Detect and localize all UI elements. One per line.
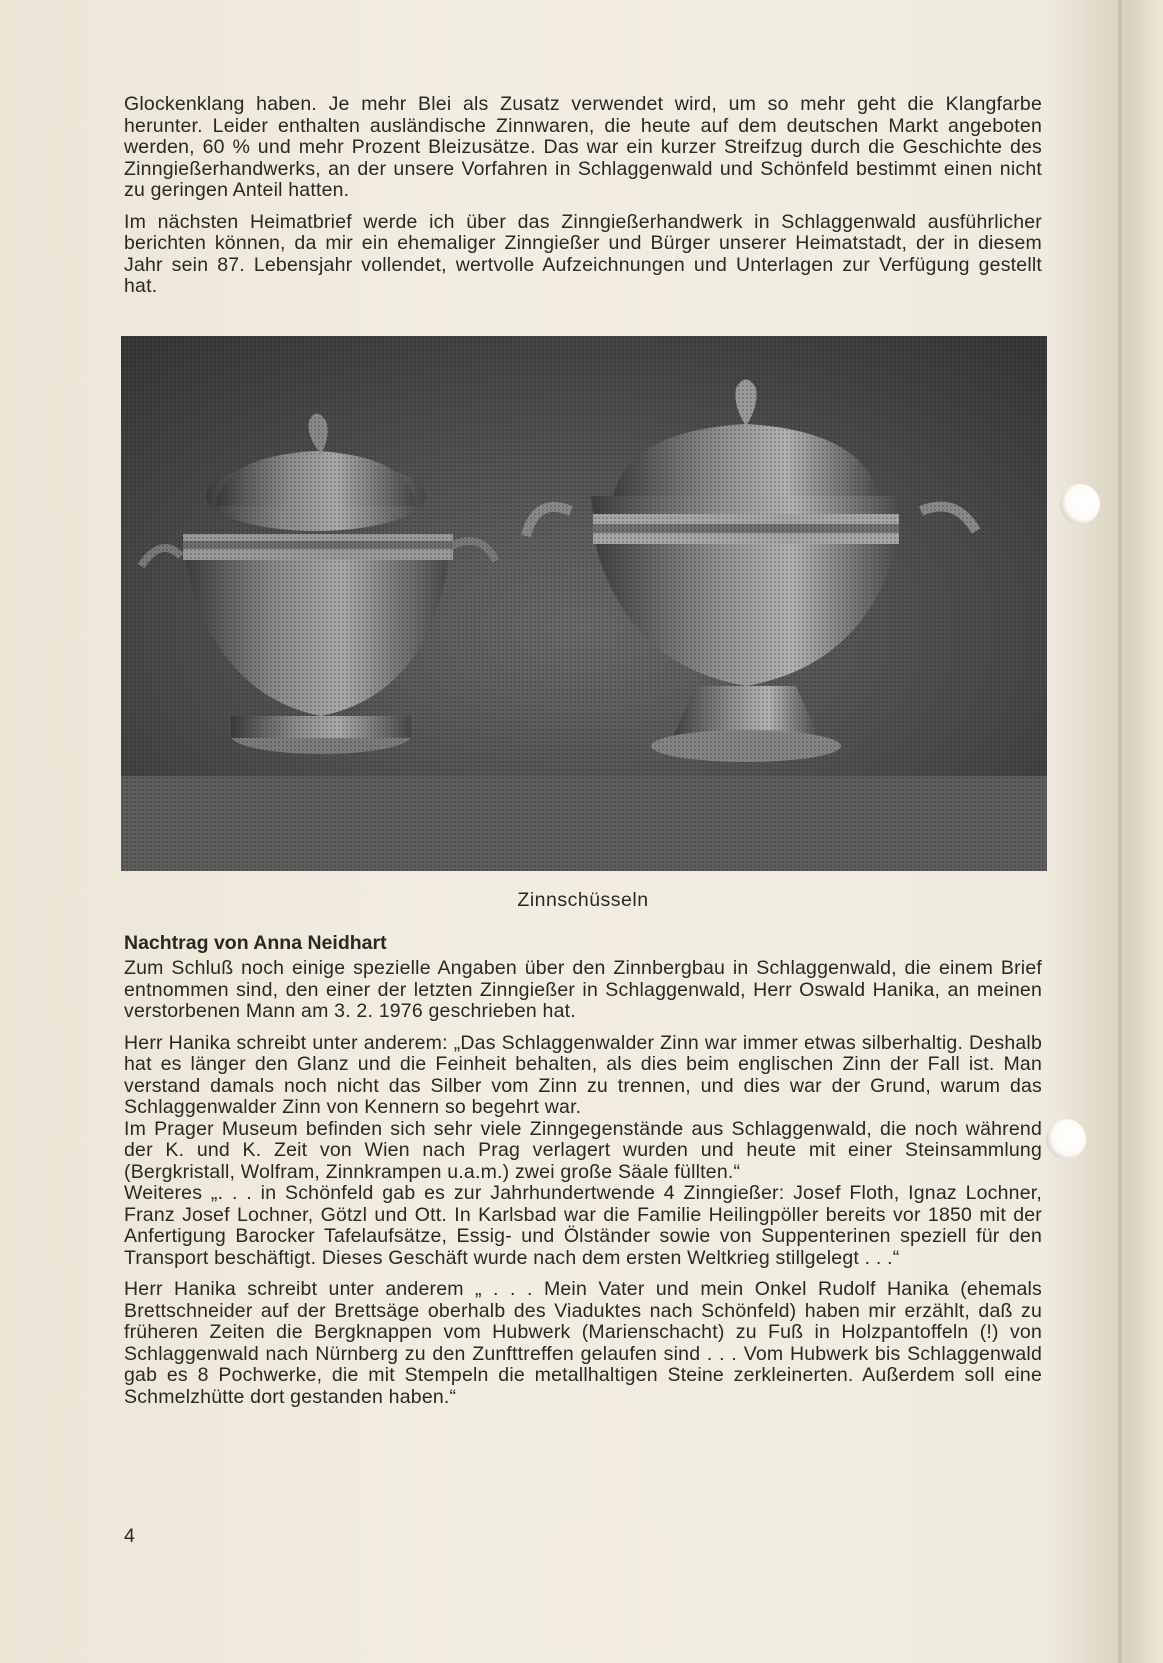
intro-text [124, 94, 1042, 308]
page-number: 4 [124, 1525, 135, 1547]
page-fold-shadow [1117, 0, 1123, 1663]
section-body [124, 958, 1042, 1418]
paragraph: Herr Hanika schreibt unter anderem „ . . . Mein Vater und mein Onkel Rudolf Hanika (ehemals Brettschneider auf der Brettsäge oberhalb des Viaduktes nach Schönfeld) haben mir erzählt, daß zu früheren Zeiten die Bergknappen vom Hubwerk (Marienschacht) zu Fuß in Holzpantoffeln (!) von Schlaggenwald nach Nürnberg zu den Zunfttreffen gelaufen sind . . . Vom Hubwerk bis Schlaggenwald gab es 8 Pochwerke, die mit Stempeln die metallhaltigen Steine zerkleinerten. Außerdem soll eine Schmelzhütte dort gestanden haben.“ [124, 1278, 1042, 1408]
paragraph: Glockenklang haben. Je mehr Blei als Zusatz verwendet wird, um so mehr geht die Klangfarbe herunter. Leider enthalten ausländische Zinnwaren, die heute auf dem deutschen Markt angeboten werden, 60 % und mehr Prozent Bleizusätze. Das war ein kurzer Streifzug durch die Geschichte des Zinngießerhandwerks, an der unsere Vorfahren in Schlaggenwald und Schönfeld bestimmt einen nicht zu geringen Anteil hatten. [124, 93, 1042, 201]
paragraph: Zum Schluß noch einige spezielle Angaben über den Zinnbergbau in Schlaggenwald, die einem Brief entnommen sind, den einer der letzten Zinngießer in Schlaggenwald, Herr Oswald Hanika, an meinen verstorbenen Mann am 3. 2. 1976 geschrieben hat. [124, 957, 1042, 1022]
paragraph: Im nächsten Heimatbrief werde ich über das Zinngießerhandwerk in Schlaggenwald ausführlicher berichten können, da mir ein ehemaliger Zinngießer und Bürger unserer Heimatstadt, der in diesem Jahr sein 87. Lebensjahr vollendet, wertvolle Aufzeichnungen und Unterlagen zur Verfügung gestellt hat. [124, 210, 1042, 297]
punch-hole [1060, 484, 1100, 524]
punch-hole [1046, 1119, 1086, 1159]
paragraph: Herr Hanika schreibt unter anderem: „Das Schlaggenwalder Zinn war immer etwas silberhaltig. Deshalb hat es länger den Glanz und die Feinheit behalten, als dies beim englischen Zinn der Fall ist. Man verstand damals noch nicht das Silber vom Zinn zu trennen, und dies war der Grund, warum das Schlaggenwalder Zinn von Kennern so begehrt war. [124, 1031, 1042, 1118]
section-heading: Nachtrag von Anna Neidhart [124, 932, 387, 954]
photo-caption: Zinnschüsseln [517, 889, 649, 911]
paragraph: Weiteres „. . . in Schönfeld gab es zur Jahrhundertwende 4 Zinngießer: Josef Floth, Ignaz Lochner, Franz Josef Lochner, Götzl und Ott. In Karlsbad war die Familie Heilingpöller bereits vor 1850 mit der Anfertigung Barocker Tafelaufsätze, Essig- und Ölständer sowie von Suppenterinen speziell für den Transport beschäftigt. Dieses Geschäft wurde nach dem ersten Weltkrieg stillgelegt . . .“ [124, 1182, 1042, 1269]
pewter-tureens-photo [121, 336, 1047, 871]
paragraph: Im Prager Museum befinden sich sehr viele Zinngegenstände aus Schlaggenwald, die noch während der K. und K. Zeit von Wien nach Prag verlagert wurden und heute mit einer Steinsammlung (Bergkristall, Wolfram, Zinnkrampen u.a.m.) zwei große Säale füllten.“ [124, 1117, 1042, 1183]
